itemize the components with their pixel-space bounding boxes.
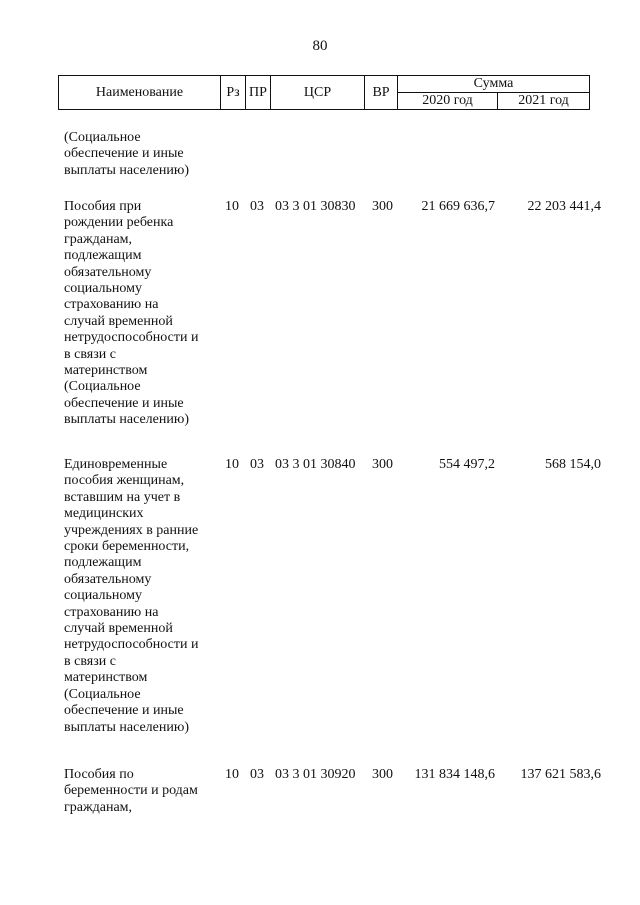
row-rz: 10	[225, 457, 239, 472]
table-header	[58, 75, 590, 110]
header-year-2020: 2020 год	[398, 93, 498, 110]
row-sum-2021: 137 621 583,6	[520, 767, 601, 782]
row-csr: 03 3 01 30830	[275, 199, 356, 214]
row-name: Пособия по беременности и родам гражданам,	[64, 767, 198, 815]
row-sum-2020: 554 497,2	[439, 457, 495, 472]
header-pr: ПР	[246, 76, 271, 110]
header-vr: ВР	[365, 76, 398, 110]
header-rz: Рз	[221, 76, 246, 110]
row-rz: 10	[225, 767, 239, 782]
header-sum: Сумма	[398, 76, 590, 93]
page-number: 80	[312, 38, 328, 54]
row-name: Единовременные пособия женщинам, вставшим на учет в медицинских учреждениях в ранние сроки беременности, подлежащим обязательному социальному страхованию на случай временной нетрудоспособности и в связи с материнством (Социальное обеспечение и иные выплаты населению)	[64, 457, 199, 735]
row-vr: 300	[372, 199, 393, 214]
row-sum-2020: 21 669 636,7	[421, 199, 495, 214]
row-pr: 03	[250, 767, 264, 782]
row-pr: 03	[250, 199, 264, 214]
header-csr: ЦСР	[271, 76, 365, 110]
row-sum-2020: 131 834 148,6	[414, 767, 495, 782]
row-rz: 10	[225, 199, 239, 214]
header-year-2021: 2021 год	[498, 93, 590, 110]
row-name: Пособия при рождении ребенка гражданам, подлежащим обязательному социальному страхованию на случай временной нетрудоспособности и в связи с материнством (Социальное обеспечение и иные выплаты населению)	[64, 199, 199, 428]
row-vr: 300	[372, 457, 393, 472]
row-sum-2021: 568 154,0	[545, 457, 601, 472]
row-pr: 03	[250, 457, 264, 472]
row-csr: 03 3 01 30920	[275, 767, 356, 782]
row-sum-2021: 22 203 441,4	[527, 199, 601, 214]
row-csr: 03 3 01 30840	[275, 457, 356, 472]
row-name: (Социальное обеспечение и иные выплаты населению)	[64, 130, 189, 178]
row-vr: 300	[372, 767, 393, 782]
header-name: Наименование	[59, 76, 221, 110]
